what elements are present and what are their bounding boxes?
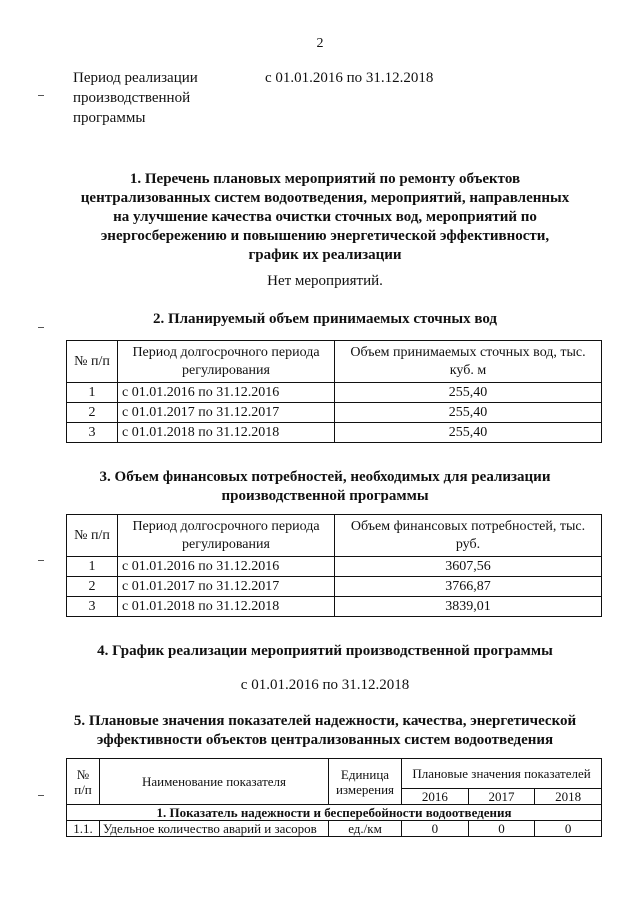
cell-num: 2 xyxy=(67,577,118,597)
scan-mark xyxy=(38,95,44,96)
section-3-title: 3. Объем финансовых потребностей, необходимых для реализации производственной программы xyxy=(99,469,551,504)
cell-volume: 255,40 xyxy=(335,383,602,403)
cell-period: с 01.01.2016 по 31.12.2016 xyxy=(118,557,335,577)
table-row xyxy=(67,383,602,403)
scan-mark xyxy=(38,560,44,561)
section-5-title: 5. Плановые значения показателей надежности, качества, энергетической эффективности объектов централизованных систем водоотведения xyxy=(73,713,577,748)
table-financial-needs xyxy=(66,514,602,617)
cell-num: 1 xyxy=(67,557,118,577)
table-row xyxy=(67,557,602,577)
cell-volume: 255,40 xyxy=(335,403,602,423)
cell-indicator-name: Удельное количество аварий и засоров xyxy=(100,821,329,837)
cell-num: 3 xyxy=(67,597,118,617)
section-2-title: 2. Планируемый объем принимаемых сточных вод xyxy=(152,311,498,327)
cell-num: 3 xyxy=(67,423,118,443)
header-plan-values: Плановые значения показателей xyxy=(402,759,602,789)
cell-volume: 255,40 xyxy=(335,423,602,443)
section-1-note: Нет мероприятий. xyxy=(267,273,383,289)
period-label: Период реализации производственной программы xyxy=(73,70,198,126)
cell-unit: ед./км xyxy=(329,821,402,837)
header-num: № п/п xyxy=(67,341,118,383)
table-row xyxy=(67,821,602,837)
section-1-title: 1. Перечень плановых мероприятий по ремонту объектов централизованных систем водоотведения, мероприятий, направленных на улучшение качества очистки сточных вод, мероприятий по энергосбережению и повышению энергетической эффективности, график их реализации xyxy=(80,171,570,263)
group-reliability: 1. Показатель надежности и бесперебойности водоотведения xyxy=(67,805,602,821)
header-year-2016: 2016 xyxy=(402,789,469,805)
section-4-title: 4. График реализации мероприятий производственной программы xyxy=(97,643,553,659)
page-number: 2 xyxy=(316,36,324,51)
cell-value-2017: 0 xyxy=(468,821,535,837)
table-row xyxy=(67,403,602,423)
header-period: Период долгосрочного периода регулирования xyxy=(118,515,335,557)
header-indicator-name: Наименование показателя xyxy=(100,759,329,805)
cell-num: 1 xyxy=(67,383,118,403)
cell-period: с 01.01.2017 по 31.12.2017 xyxy=(118,577,335,597)
cell-period: с 01.01.2016 по 31.12.2016 xyxy=(118,383,335,403)
header-period: Период долгосрочного периода регулирования xyxy=(118,341,335,383)
cell-amount: 3607,56 xyxy=(335,557,602,577)
cell-period: с 01.01.2018 по 31.12.2018 xyxy=(118,423,335,443)
table-wastewater-volume xyxy=(66,340,602,443)
cell-amount: 3839,01 xyxy=(335,597,602,617)
table-indicators xyxy=(66,758,602,837)
header-financial: Объем финансовых потребностей, тыс. руб. xyxy=(335,515,602,557)
cell-period: с 01.01.2017 по 31.12.2017 xyxy=(118,403,335,423)
header-num: № п/п xyxy=(67,515,118,557)
cell-value-2018: 0 xyxy=(535,821,602,837)
header-unit: Единица измерения xyxy=(329,759,402,805)
header-volume: Объем принимаемых сточных вод, тыс. куб. м xyxy=(335,341,602,383)
section-4-period: с 01.01.2016 по 31.12.2018 xyxy=(240,677,410,693)
table-row xyxy=(67,577,602,597)
header-year-2018: 2018 xyxy=(535,789,602,805)
period-value: с 01.01.2016 по 31.12.2018 xyxy=(265,70,434,86)
cell-amount: 3766,87 xyxy=(335,577,602,597)
cell-value-2016: 0 xyxy=(402,821,469,837)
cell-period: с 01.01.2018 по 31.12.2018 xyxy=(118,597,335,617)
table-row xyxy=(67,423,602,443)
scan-mark xyxy=(38,795,44,796)
cell-num: 1.1. xyxy=(67,821,100,837)
table-row xyxy=(67,597,602,617)
scan-mark xyxy=(38,327,44,328)
cell-num: 2 xyxy=(67,403,118,423)
header-num: № п/п xyxy=(67,759,100,805)
header-year-2017: 2017 xyxy=(468,789,535,805)
